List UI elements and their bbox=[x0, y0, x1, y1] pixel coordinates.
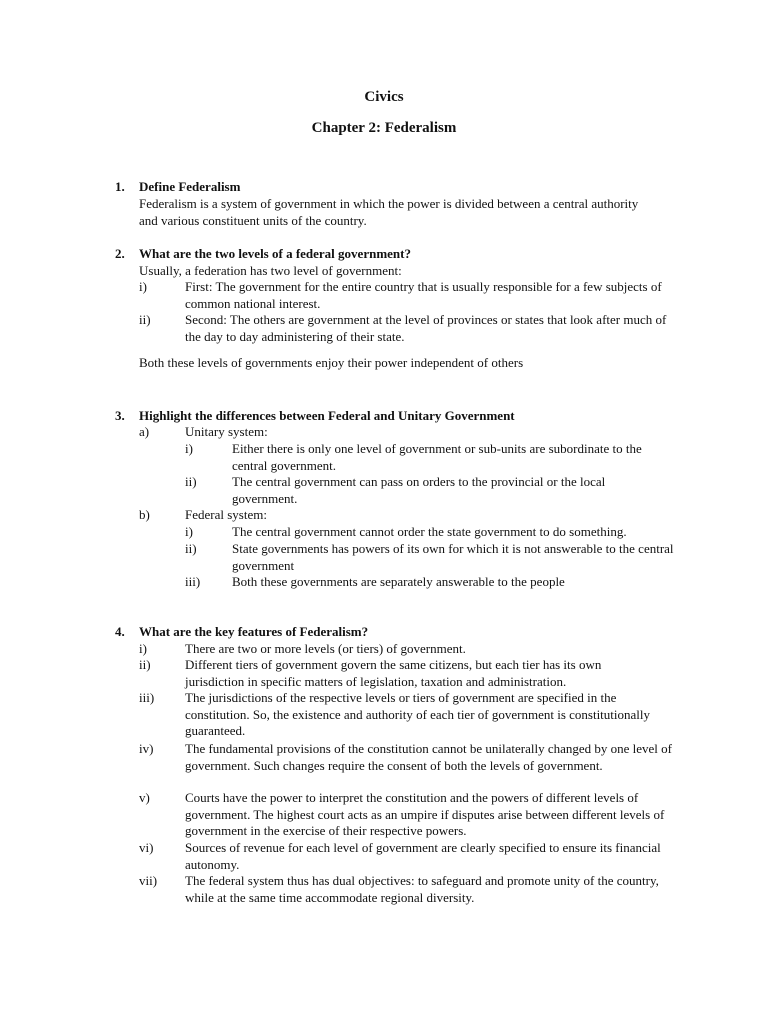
list-item bbox=[139, 873, 670, 906]
list-item-text: Different tiers of government govern the same citizens, but each tier has its own jurisdiction in specific matters of legislation, taxation and administration. bbox=[185, 657, 602, 689]
list-item-label: iv) bbox=[139, 741, 154, 756]
list-item-label: iii) bbox=[185, 574, 201, 589]
question-number: 1. bbox=[115, 179, 125, 194]
list-item-text: State governments has powers of its own for which it is not answerable to the central government bbox=[232, 541, 674, 573]
list-item bbox=[185, 524, 682, 541]
chapter-title: Chapter 2: Federalism bbox=[311, 120, 457, 136]
list-item-text: There are two or more levels (or tiers) of government. bbox=[185, 641, 466, 656]
list-item bbox=[185, 541, 677, 574]
list-item-label: ii) bbox=[139, 657, 151, 672]
document-title: Civics bbox=[364, 89, 404, 105]
list-item-label: iii) bbox=[139, 690, 155, 705]
list-item-text: Sources of revenue for each level of government are clearly specified to ensure its financial autonomy. bbox=[185, 840, 661, 872]
question-4-heading bbox=[115, 624, 368, 641]
question-text: What are the two levels of a federal government? bbox=[139, 246, 411, 261]
question-number: 4. bbox=[115, 624, 125, 639]
list-item-text: Either there is only one level of government or sub-units are subordinate to the central government. bbox=[232, 441, 642, 473]
list-item bbox=[139, 690, 675, 740]
list-item-label: ii) bbox=[185, 541, 197, 556]
list-item-text: Courts have the power to interpret the constitution and the powers of different levels of government. The highest court acts as an umpire if disputes arise between different levels of government in the exercise of their respective powers. bbox=[185, 790, 665, 839]
list-item-label: i) bbox=[185, 441, 193, 456]
list-item bbox=[185, 441, 677, 474]
list-item-text: The federal system thus has dual objectives: to safeguard and promote unity of the country, while at the same time accommodate regional diversity. bbox=[185, 873, 659, 905]
subsection-label: a) bbox=[139, 424, 150, 439]
subsection-unitary bbox=[139, 424, 485, 441]
list-item-label: v) bbox=[139, 790, 150, 805]
subsection-title: Federal system: bbox=[185, 507, 267, 522]
question-number: 3. bbox=[115, 408, 125, 423]
list-item-label: ii) bbox=[185, 474, 197, 489]
list-item-label: i) bbox=[139, 279, 147, 294]
list-item-label: i) bbox=[185, 524, 193, 539]
list-item-text: The fundamental provisions of the constitution cannot be unilaterally changed by one level of government. Such changes require the consent of both the levels of government. bbox=[185, 741, 672, 773]
list-item-label: vi) bbox=[139, 840, 154, 855]
answer-1-text: Federalism is a system of government in which the power is divided between a central authority and various constituent units of the country. bbox=[139, 196, 639, 228]
list-item-text: The jurisdictions of the respective levels or tiers of government are specified in the constitution. So, the existence and authority of each tier of government is constitutionally guaranteed. bbox=[185, 690, 651, 739]
list-item-text: Both these governments are separately answerable to the people bbox=[232, 574, 565, 589]
question-text: What are the key features of Federalism? bbox=[139, 624, 369, 639]
list-item bbox=[139, 312, 675, 345]
question-1-heading bbox=[115, 179, 240, 196]
list-item bbox=[139, 279, 675, 312]
list-item-label: i) bbox=[139, 641, 147, 656]
list-item bbox=[185, 574, 677, 591]
answer-2-closing: Both these levels of governments enjoy their power independent of others bbox=[139, 355, 524, 370]
list-item-label: ii) bbox=[139, 312, 151, 327]
list-item bbox=[139, 790, 680, 840]
subsection-federal bbox=[139, 507, 485, 524]
subsection-label: b) bbox=[139, 507, 150, 522]
list-item-text: Second: The others are government at the level of provinces or states that look after much of the day to day administering of their state. bbox=[185, 312, 667, 344]
list-item-text: The central government cannot order the state government to do something. bbox=[232, 524, 627, 539]
question-text: Define Federalism bbox=[139, 179, 241, 194]
answer-2-intro: Usually, a federation has two level of government: bbox=[139, 263, 402, 278]
question-3-heading bbox=[115, 408, 515, 425]
list-item bbox=[139, 641, 675, 658]
list-item bbox=[139, 741, 675, 774]
list-item bbox=[139, 657, 655, 690]
list-item bbox=[139, 840, 665, 873]
question-number: 2. bbox=[115, 246, 125, 261]
list-item-label: vii) bbox=[139, 873, 158, 888]
subsection-title: Unitary system: bbox=[185, 424, 268, 439]
list-item bbox=[185, 474, 657, 507]
list-item-text: The central government can pass on orders to the provincial or the local government. bbox=[232, 474, 606, 506]
question-2-heading bbox=[115, 246, 411, 263]
question-text: Highlight the differences between Federal and Unitary Government bbox=[139, 408, 515, 423]
list-item-text: First: The government for the entire country that is usually responsible for a few subjects of common national interest. bbox=[185, 279, 662, 311]
